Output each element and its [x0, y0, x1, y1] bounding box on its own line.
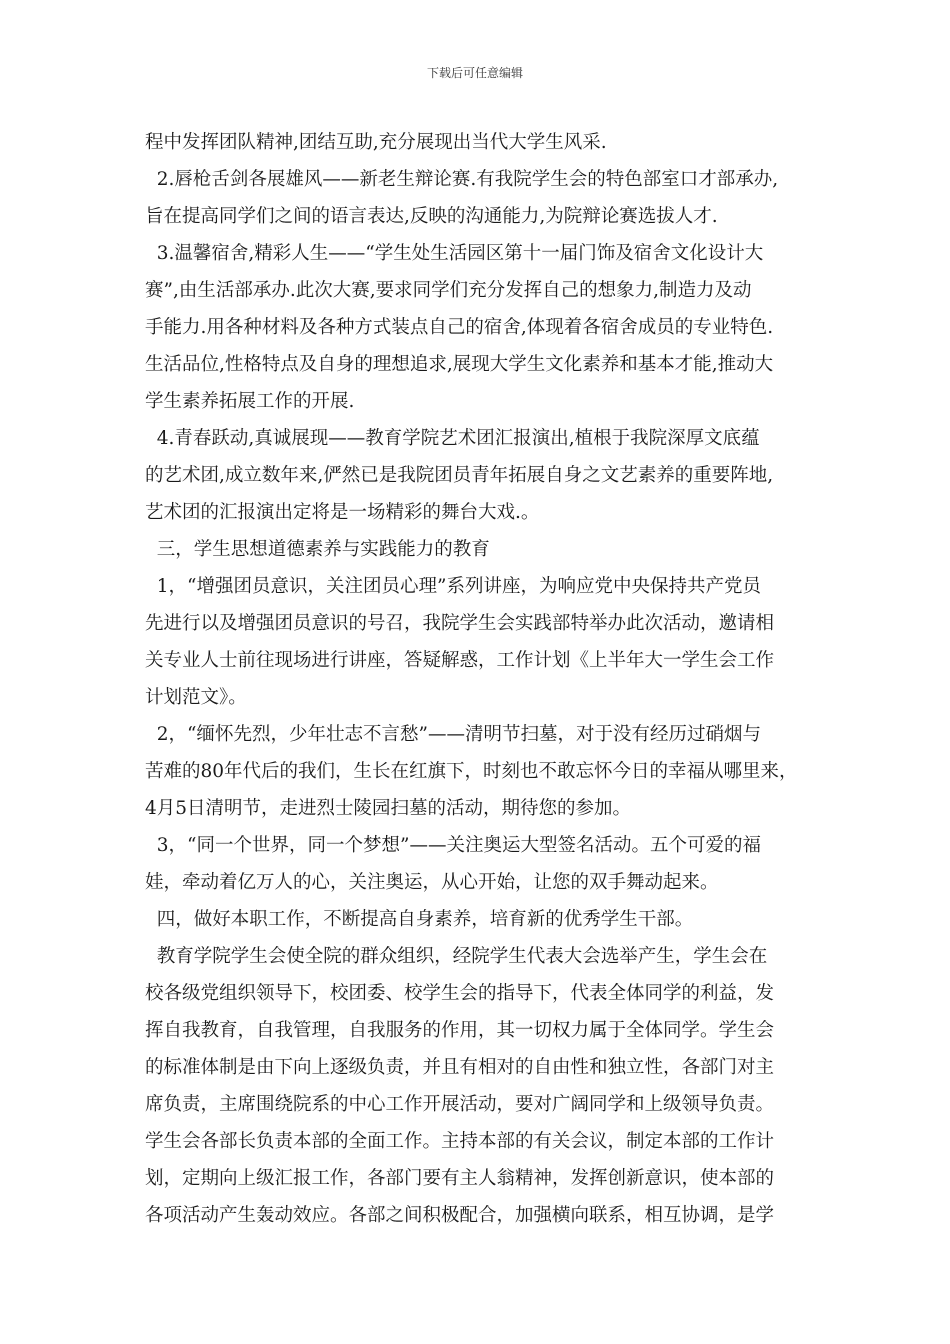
text-line: 学生会各部长负责本部的全面工作。主持本部的有关会议，制定本部的工作计: [145, 1131, 775, 1152]
text-line: 的标准体制是由下向上逐级负责，并且有相对的自由性和独立性，各部门对主: [145, 1057, 775, 1078]
text-line: 计划范文》。: [145, 687, 247, 708]
text-line: 程中发挥团队精神,团结互助,充分展现出当代大学生风采.: [145, 132, 607, 153]
text-line: 的艺术团,成立数年来,俨然已是我院团员青年拓展自身之文艺素养的重要阵地,: [145, 465, 774, 486]
text-line: 各项活动产生轰动效应。各部之间积极配合，加强横向联系，相互协调，是学: [145, 1205, 775, 1226]
text-line: 关专业人士前往现场进行讲座，答疑解惑，工作计划《上半年大一学生会工作: [145, 650, 775, 671]
text-line: 四，做好本职工作，不断提高自身素养，培育新的优秀学生干部。: [145, 909, 694, 930]
text-line: 挥自我教育，自我管理，自我服务的作用，其一切权力属于全体同学。学生会: [145, 1020, 775, 1041]
text-line: 三，学生思想道德素养与实践能力的教育: [145, 539, 490, 560]
text-line: 席负责，主席围绕院系的中心工作开展活动，要对广阔同学和上级领导负责。: [145, 1094, 775, 1115]
text-line: 校各级党组织领导下，校团委、校学生会的指导下，代表全体同学的利益，发: [145, 983, 775, 1004]
text-line: 2.唇枪舌剑各展雄风——新老生辩论赛.有我院学生会的特色部室口才部承办,: [145, 169, 779, 190]
text-line: 生活品位,性格特点及自身的理想追求,展现大学生文化素养和基本才能,推动大: [145, 354, 774, 375]
text-line: 3，“同一个世界，同一个梦想”——关注奥运大型签名活动。五个可爱的福: [145, 835, 761, 856]
text-line: 艺术团的汇报演出定将是一场精彩的舞台大戏.。: [145, 502, 540, 523]
text-line: 3.温馨宿舍,精彩人生——“学生处生活园区第十一届门饰及宿舍文化设计大: [145, 243, 764, 264]
text-line: 4.青春跃动,真诚展现——教育学院艺术团汇报演出,植根于我院深厚文底蕴: [145, 428, 760, 449]
text-line: 4月5日清明节，走进烈士陵园扫墓的活动，期待您的参加。: [145, 798, 632, 819]
text-line: 苦难的80年代后的我们，生长在红旗下，时刻也不敢忘怀今日的幸福从哪里来，: [145, 761, 798, 782]
text-line: 娃，牵动着亿万人的心，关注奥运，从心开始，让您的双手舞动起来。: [145, 872, 719, 893]
text-line: 2，“缅怀先烈，少年壮志不言愁”——清明节扫墓，对于没有经历过硝烟与: [145, 724, 761, 745]
text-line: 1，“增强团员意识，关注团员心理”系列讲座，为响应党中央保持共产党员: [145, 576, 761, 597]
page-header: 下载后可任意编辑: [426, 66, 523, 80]
text-line: 旨在提高同学们之间的语言表达,反映的沟通能力,为院辩论赛选拔人才.: [145, 206, 718, 227]
text-line: 教育学院学生会使全院的群众组织，经院学生代表大会选举产生，学生会在: [145, 946, 768, 967]
text-line: 学生素养拓展工作的开展.: [145, 391, 355, 412]
text-line: 划，定期向上级汇报工作，各部门要有主人翁精神，发挥创新意识，使本部的: [145, 1168, 775, 1189]
document-body: [145, 124, 825, 1234]
text-line: 手能力.用各种材料及各种方式装点自己的宿舍,体现着各宿舍成员的专业特色.: [145, 317, 774, 338]
text-line: 赛”,由生活部承办.此次大赛,要求同学们充分发挥自己的想象力,制造力及动: [145, 280, 752, 301]
text-line: 先进行以及增强团员意识的号召，我院学生会实践部特举办此次活动，邀请相: [145, 613, 775, 634]
